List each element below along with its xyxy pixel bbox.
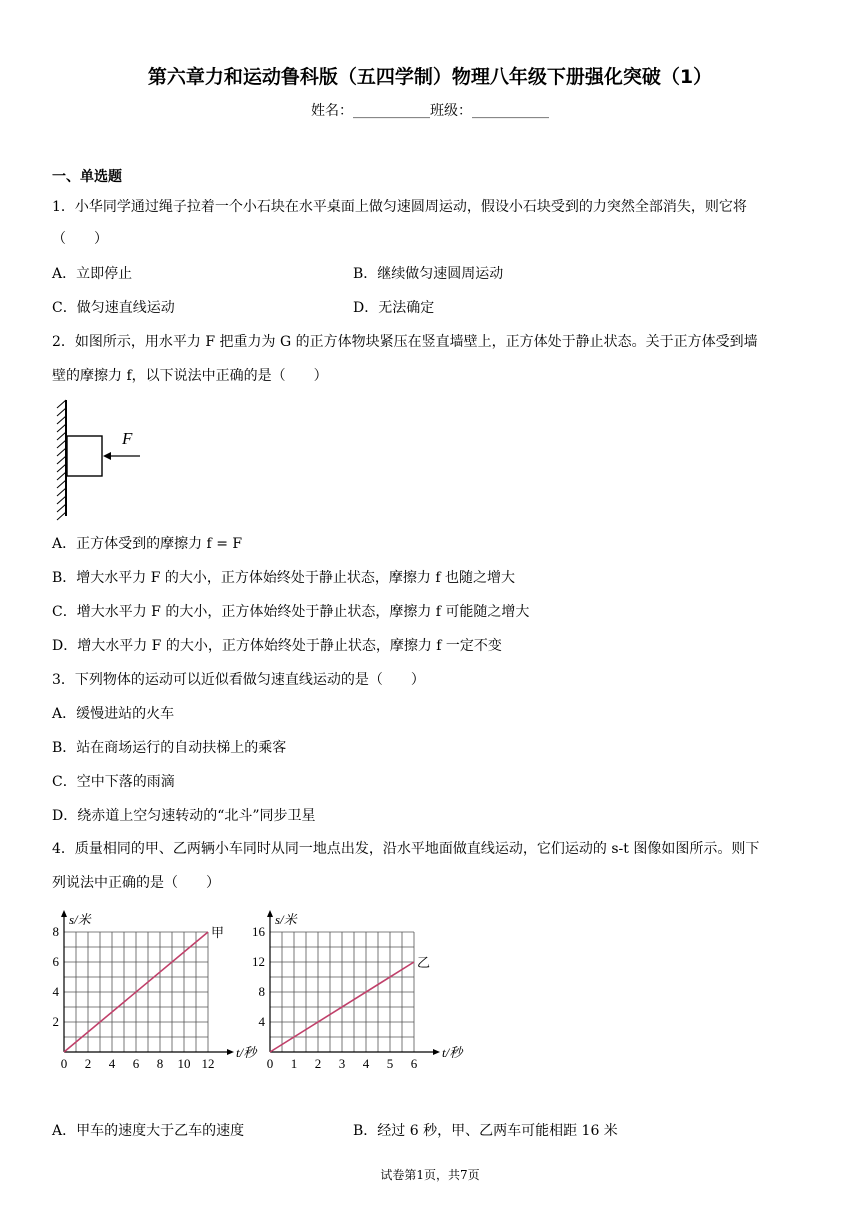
name-class-line: 姓名：___________班级：___________ bbox=[311, 103, 549, 119]
q1-option-c: C．做匀速直线运动 bbox=[52, 300, 175, 316]
force-arrow-head bbox=[103, 452, 111, 460]
q4-option-b: B．经过 6 秒，甲、乙两车可能相距 16 米 bbox=[353, 1123, 618, 1139]
y-tick-label: 4 bbox=[52, 984, 59, 999]
page-title: 第六章力和运动鲁科版（五四学制）物理八年级下册强化突破（1） bbox=[147, 66, 713, 88]
st-chart-car-yi bbox=[250, 900, 463, 1078]
question-2-line-1: 2．如图所示，用水平力 F 把重力为 G 的正方体物块紧压在竖直墙壁上，正方体处于静止状态。关于正方体受到墙 bbox=[52, 334, 758, 350]
x-tick-label: 2 bbox=[314, 1056, 322, 1071]
x-tick-label: 6 bbox=[410, 1056, 418, 1071]
y-tick-label: 8 bbox=[258, 984, 265, 999]
x-axis-arrow bbox=[433, 1049, 440, 1055]
q3-option-d: D．绕赤道上空匀速转动的“北斗”同步卫星 bbox=[52, 808, 316, 824]
y-tick-label: 8 bbox=[52, 924, 59, 939]
question-1-line-2: （ ） bbox=[52, 231, 108, 247]
q3-option-a: A．缓慢进站的火车 bbox=[52, 706, 175, 722]
question-2-line-2: 壁的摩擦力 f，以下说法中正确的是（ ） bbox=[52, 368, 328, 384]
section-title: 一、单选题 bbox=[52, 169, 122, 185]
grid-lines bbox=[270, 932, 414, 1052]
q3-option-c: C．空中下落的雨滴 bbox=[52, 774, 175, 790]
question-1-line-1: 1．小华同学通过绳子拉着一个小石块在水平桌面上做匀速圆周运动，假设小石块受到的力突然全部消失，则它将 bbox=[52, 199, 747, 215]
question-4-line-1: 4．质量相同的甲、乙两辆小车同时从同一地点出发，沿水平地面做直线运动，它们运动的 s-t 图像如图所示。则下 bbox=[52, 841, 760, 857]
series-label: 甲 bbox=[211, 925, 225, 940]
q4-option-a: A．甲车的速度大于乙车的速度 bbox=[52, 1123, 245, 1139]
wall-block-figure bbox=[52, 396, 152, 522]
y-tick-label: 12 bbox=[252, 954, 265, 969]
x-tick-label: 10 bbox=[177, 1056, 191, 1071]
series-label: 乙 bbox=[417, 955, 431, 970]
y-tick-label: 16 bbox=[252, 924, 265, 939]
q1-option-a: A．立即停止 bbox=[52, 266, 133, 282]
q2-option-a: A．正方体受到的摩擦力 f = F bbox=[52, 536, 243, 552]
x-tick-label: 1 bbox=[290, 1056, 298, 1071]
x-axis-arrow bbox=[227, 1049, 234, 1055]
y-axis-arrow bbox=[267, 910, 273, 917]
x-tick-label: 5 bbox=[386, 1056, 394, 1071]
wall-hatching bbox=[57, 400, 66, 520]
y-tick-label: 6 bbox=[52, 954, 59, 969]
q1-option-d: D．无法确定 bbox=[353, 300, 435, 316]
st-chart-car-jia bbox=[44, 900, 257, 1078]
q2-option-c: C．增大水平力 F 的大小，正方体始终处于静止状态，摩擦力 f 可能随之增大 bbox=[52, 604, 530, 620]
x-tick-label: 2 bbox=[84, 1056, 92, 1071]
x-tick-label: 4 bbox=[108, 1056, 116, 1071]
x-tick-label: 8 bbox=[156, 1056, 164, 1071]
y-axis-arrow bbox=[61, 910, 67, 917]
y-axis-label: s/米 bbox=[69, 912, 91, 927]
q2-option-b: B．增大水平力 F 的大小，正方体始终处于静止状态，摩擦力 f 也随之增大 bbox=[52, 570, 515, 586]
y-tick-label: 2 bbox=[52, 1014, 59, 1029]
x-tick-label: 6 bbox=[132, 1056, 140, 1071]
x-tick-label: 0 bbox=[60, 1056, 68, 1071]
page-footer: 试卷第1页，共7页 bbox=[380, 1168, 480, 1182]
q3-option-b: B．站在商场运行的自动扶梯上的乘客 bbox=[52, 740, 287, 756]
x-tick-label: 4 bbox=[362, 1056, 370, 1071]
cube-block bbox=[67, 436, 102, 476]
force-label: F bbox=[122, 429, 133, 448]
y-tick-label: 4 bbox=[258, 1014, 265, 1029]
question-3-line-1: 3．下列物体的运动可以近似看做匀速直线运动的是（ ） bbox=[52, 672, 425, 688]
x-tick-label: 0 bbox=[266, 1056, 274, 1071]
y-axis-label: s/米 bbox=[275, 912, 297, 927]
x-axis-label: t/秒 bbox=[236, 1045, 257, 1060]
q1-option-b: B．继续做匀速圆周运动 bbox=[353, 266, 504, 282]
x-tick-label: 3 bbox=[338, 1056, 346, 1071]
question-4-line-2: 列说法中正确的是（ ） bbox=[52, 875, 220, 891]
x-axis-label: t/秒 bbox=[442, 1045, 463, 1060]
x-tick-label: 12 bbox=[201, 1056, 215, 1071]
q2-option-d: D．增大水平力 F 的大小，正方体始终处于静止状态，摩擦力 f 一定不变 bbox=[52, 638, 502, 654]
